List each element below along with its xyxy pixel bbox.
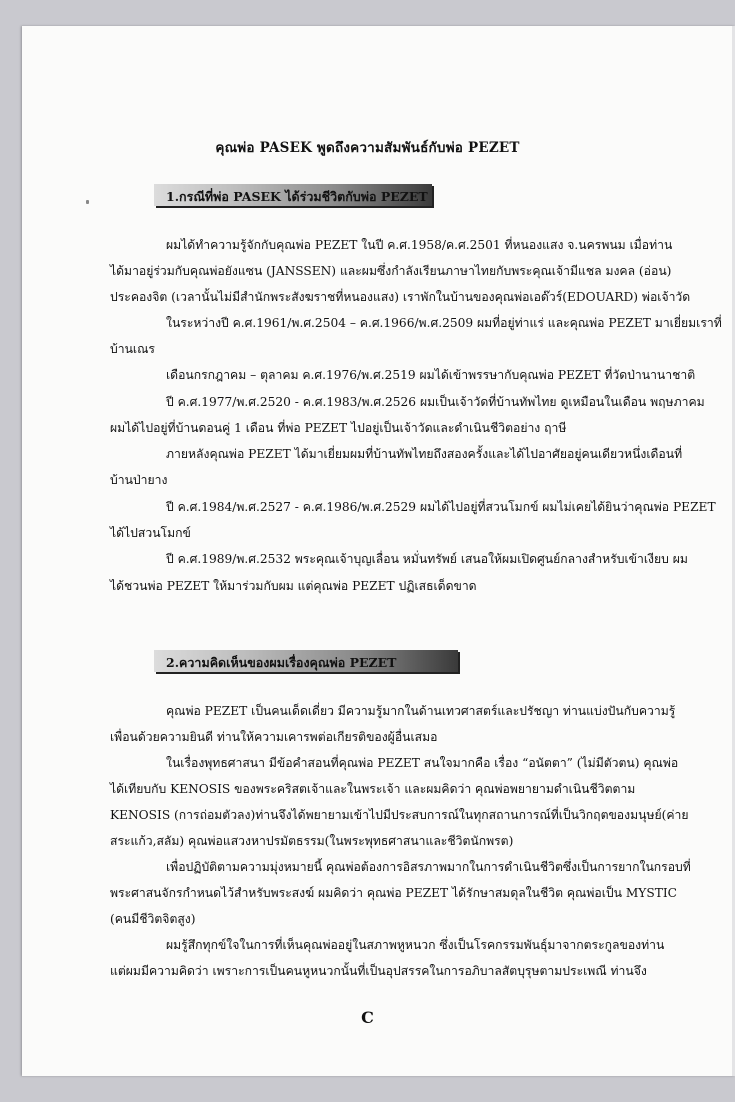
paragraph-line: ผมได้ทำความรู้จักกับคุณพ่อ PEZET ในปี ค.ศ.1958/ค.ศ.2501 ที่หนองแสง จ.นครพนม เมื่อท่าน (166, 238, 673, 252)
paragraph-line: ผมได้ไปอยู่ที่บ้านดอนคู่ 1 เดือน ที่พ่อ PEZET ไปอยู่เป็นเจ้าวัดและดำเนินชีวิตอย่าง ฤาษี (110, 421, 567, 435)
paragraph-line: ได้เทียบกับ KENOSIS ของพระคริสตเจ้าและในพระเจ้า และผมคิดว่า คุณพ่อพยายามดำเนินชีวิตตาม (110, 782, 636, 796)
paragraph-line: ในเรื่องพุทธศาสนา มีข้อคำสอนที่คุณพ่อ PEZET สนใจมากคือ เรื่อง “อนัตตา” (ไม่มีตัวตน) คุณพ่อ (166, 756, 679, 770)
paragraph-line: ปี ค.ศ.1984/พ.ศ.2527 - ค.ศ.1986/พ.ศ.2529 ผมได้ไปอยู่ที่สวนโมกข์ ผมไม่เคยได้ยินว่าคุณพ่อ PEZET (166, 500, 716, 514)
page-label: C (361, 1008, 374, 1027)
paragraph-line: ได้ไปสวนโมกข์ (110, 526, 191, 540)
paragraph-line: บ้านเณร (110, 342, 155, 356)
paragraph-line: KENOSIS (การถ่อมตัวลง)ท่านจึงได้พยายามเข้าไปมีประสบการณ์ในทุกสถานการณ์ที่เป็นวิกฤตของมนุษย์(ค่าย (110, 808, 689, 822)
paragraph-line: แต่ผมมีความคิดว่า เพราะการเป็นคนหูหนวกนั้นที่เป็นอุปสรรคในการอภิบาลสัตบุรุษตามประเพณี ท่านจึง (110, 964, 647, 978)
paragraph-line: (คนมีชีวิตจิตสูง) (110, 912, 196, 926)
section-1-heading-bar (154, 184, 432, 206)
paragraph-line: สระแก้ว,สลัม) คุณพ่อแสวงหาปรมัตธรรม(ในพระพุทธศาสนาและชีวิตนักพรต) (110, 834, 514, 848)
paragraph-line: บ้านป่ายาง (110, 473, 168, 487)
paragraph-line: พระศาสนจักรกำหนดไว้สำหรับพระสงฆ์ ผมคิดว่า คุณพ่อ PEZET ได้รักษาสมดุลในชีวิต คุณพ่อเป็น MYSTIC (110, 886, 677, 900)
paragraph-line: ประคองจิต (เวลานั้นไม่มีสำนักพระสังฆราชที่หนองแสง) เราพักในบ้านของคุณพ่อเอด๊วร์(EDOUARD) พ่อเจ้าวัด (110, 290, 691, 304)
paragraph-line: คุณพ่อ PEZET เป็นคนเด็ดเดี่ยว มีความรู้มากในด้านเทวศาสตร์และปรัชญา ท่านแบ่งปันกับความรู้ (166, 704, 676, 718)
paragraph-line: ปี ค.ศ.1989/พ.ศ.2532 พระคุณเจ้าบุญเลื่อน หมั่นทรัพย์ เสนอให้ผมเปิดศูนย์กลางสำหรับเข้าเงียบ ผม (166, 552, 688, 566)
paragraph-line: ผมรู้สึกทุกข์ใจในการที่เห็นคุณพ่ออยู่ในสภาพหูหนวก ซึ่งเป็นโรคกรรมพันธุ์มาจากตระกูลของท่าน (166, 938, 665, 952)
paragraph-line: เดือนกรกฎาคม – ตุลาคม ค.ศ.1976/พ.ศ.2519 ผมได้เข้าพรรษากับคุณพ่อ PEZET ที่วัดป่านานาชาติ (166, 368, 696, 382)
section-1-heading: 1.กรณีที่พ่อ PASEK ได้ร่วมชีวิตกับพ่อ PEZET (166, 189, 428, 204)
paragraph-line: เพื่อนด้วยความยินดี ท่านให้ความเคารพต่อเกียรติของผู้อื่นเสมอ (110, 730, 438, 744)
paragraph-line: ภายหลังคุณพ่อ PEZET ได้มาเยี่ยมผมที่บ้านทัพไทยถึงสองครั้งและได้ไปอาศัยอยู่คนเดียวหนึ่งเดือนที่ (166, 447, 683, 461)
paragraph-line: ปี ค.ศ.1977/พ.ศ.2520 - ค.ศ.1983/พ.ศ.2526 ผมเป็นเจ้าวัดที่บ้านทัพไทย ดูเหมือนในเดือน พฤษภาคม (166, 395, 705, 409)
section-2-heading-bar (154, 650, 458, 672)
paragraph-line: ในระหว่างปี ค.ศ.1961/พ.ศ.2504 – ค.ศ.1966/พ.ศ.2509 ผมที่อยู่ท่าแร่ และคุณพ่อ PEZET มาเยี่ยมเราที่ (166, 316, 722, 330)
paragraph-line: ได้มาอยู่ร่วมกับคุณพ่อยังแซน (JANSSEN) และผมซึ่งกำลังเรียนภาษาไทยกับพระคุณเจ้ามีแชล มงคล (อ่อน) (110, 264, 672, 278)
scan-speck (86, 200, 89, 204)
section-2-heading: 2.ความคิดเห็นของผมเรื่องคุณพ่อ PEZET (166, 655, 397, 670)
paragraph-line: ได้ชวนพ่อ PEZET ให้มาร่วมกับผม แต่คุณพ่อ PEZET ปฏิเสธเด็ดขาด (110, 579, 477, 593)
document-title: คุณพ่อ PASEK พูดถึงความสัมพันธ์กับพ่อ PEZET (215, 140, 520, 156)
paragraph-line: เพื่อปฏิบัติตามความมุ่งหมายนี้ คุณพ่อต้องการอิสรภาพมากในการดำเนินชีวิตซึ่งเป็นการยากในกรอบที่ (166, 860, 691, 874)
